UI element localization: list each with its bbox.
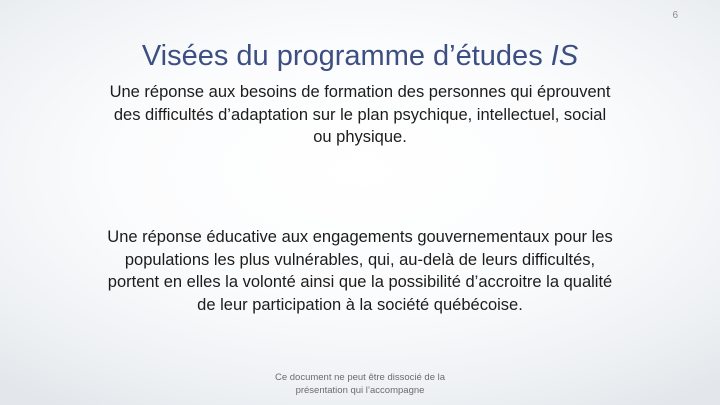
- footer-note-line: présentation qui l’accompagne: [295, 384, 425, 396]
- paragraph-line: des difficultés d’adaptation sur le plan psychique, intellectuel, social: [113, 105, 607, 124]
- paragraph-line: populations les plus vulnérables, qui, au-delà de leurs difficultés,: [124, 250, 596, 269]
- paragraph-line: ou physique.: [313, 128, 407, 146]
- page-number: 6: [672, 10, 678, 21]
- slide-title-main: Visées du programme d’études: [141, 40, 543, 72]
- footer-note-line: Ce document ne peut être dissocié de la: [274, 372, 446, 383]
- paragraph-formation-needs: [40, 81, 680, 149]
- paragraph-government-commitments: [40, 226, 680, 316]
- paragraph-line: Une réponse aux besoins de formation des personnes qui éprouvent: [109, 83, 611, 101]
- slide-title: [0, 40, 720, 73]
- paragraph-line: portent en elles la volonté ainsi que la possibilité d’accroitre la qualité: [107, 273, 613, 291]
- footer-note: [230, 372, 490, 397]
- slide-title-italic: IS: [550, 40, 579, 72]
- paragraph-line: Une réponse éducative aux engagements gouvernementaux pour les: [107, 228, 613, 246]
- paragraph-line: de leur participation à la société québécoise.: [197, 295, 523, 314]
